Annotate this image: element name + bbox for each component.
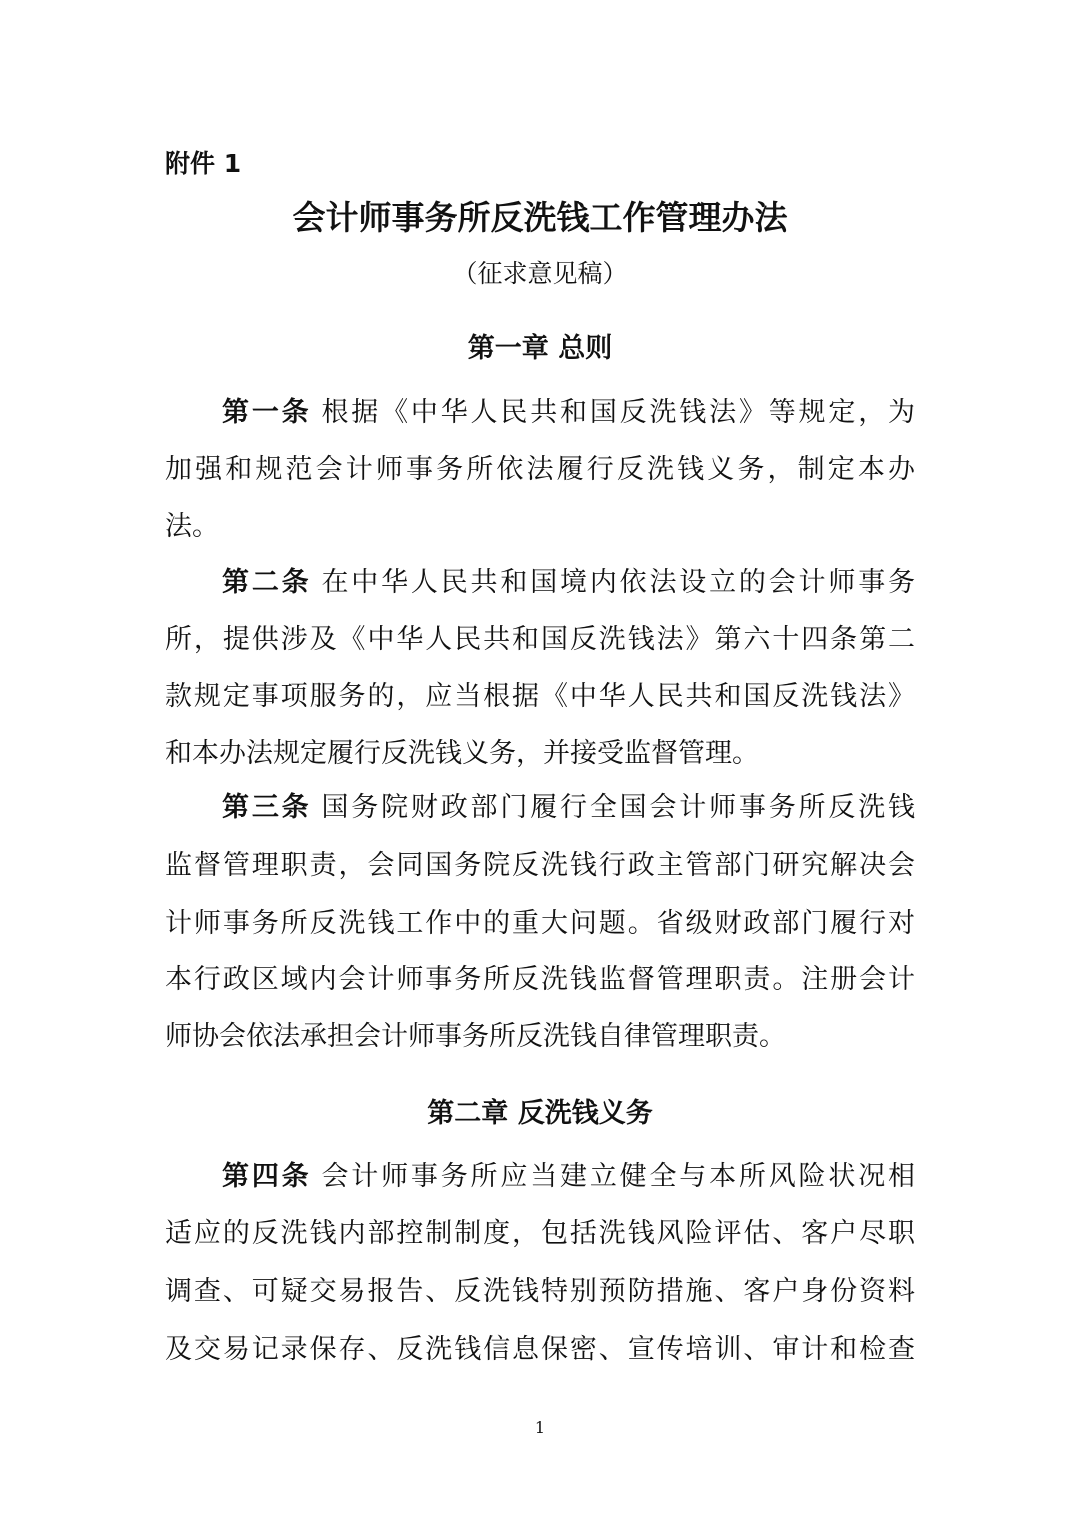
article-line bbox=[165, 680, 915, 714]
article-number: 第三条 bbox=[222, 792, 312, 823]
article-text: 监督管理职责，会同国务院反洗钱行政主管部门研究解决会 bbox=[165, 850, 915, 881]
article-text: 根据《中华人民共和国反洗钱法》等规定，为 bbox=[321, 397, 916, 428]
article-text: 会计师事务所应当建立健全与本所风险状况相 bbox=[321, 1161, 916, 1192]
article-text: 所，提供涉及《中华人民共和国反洗钱法》第六十四条第二 bbox=[165, 624, 915, 655]
article-line bbox=[165, 1217, 915, 1251]
article-line bbox=[165, 737, 915, 771]
article-text: 款规定事项服务的，应当根据《中华人民共和国反洗钱法》 bbox=[165, 681, 915, 712]
article-text: 国务院财政部门履行全国会计师事务所反洗钱 bbox=[321, 792, 916, 823]
chapter-heading: 第一章 总则 bbox=[467, 333, 613, 364]
article-line bbox=[222, 791, 915, 825]
article-line bbox=[165, 510, 915, 544]
article-number: 第二条 bbox=[222, 567, 312, 598]
article-text: 在中华人民共和国境内依法设立的会计师事务 bbox=[321, 567, 916, 598]
article-line bbox=[165, 453, 915, 487]
article-line bbox=[222, 396, 915, 430]
article-text: 适应的反洗钱内部控制制度，包括洗钱风险评估、客户尽职 bbox=[165, 1218, 915, 1249]
chapter-heading: 第二章 反洗钱义务 bbox=[427, 1098, 653, 1129]
article-text: 本行政区域内会计师事务所反洗钱监督管理职责。注册会计 bbox=[165, 964, 915, 995]
page-number: 1 bbox=[534, 1418, 546, 1437]
article-line bbox=[165, 963, 915, 997]
article-text: 师协会依法承担会计师事务所反洗钱自律管理职责。 bbox=[165, 1021, 786, 1052]
article-text: 法。 bbox=[165, 511, 219, 542]
article-number: 第一条 bbox=[222, 397, 312, 428]
article-line bbox=[165, 1275, 915, 1309]
article-line bbox=[165, 1333, 915, 1367]
document-subtitle: （征求意见稿） bbox=[452, 259, 628, 288]
article-text: 调查、可疑交易报告、反洗钱特别预防措施、客户身份资料 bbox=[165, 1276, 915, 1307]
article-text: 和本办法规定履行反洗钱义务，并接受监督管理。 bbox=[165, 738, 759, 769]
attachment-label: 附件 1 bbox=[165, 149, 242, 178]
article-number: 第四条 bbox=[222, 1161, 312, 1192]
document-title: 会计师事务所反洗钱工作管理办法 bbox=[292, 198, 788, 237]
article-line bbox=[165, 907, 915, 941]
article-text: 计师事务所反洗钱工作中的重大问题。省级财政部门履行对 bbox=[165, 908, 915, 939]
article-line bbox=[222, 566, 915, 600]
article-line bbox=[165, 623, 915, 657]
article-line bbox=[165, 1020, 915, 1054]
article-line bbox=[165, 849, 915, 883]
article-text: 加强和规范会计师事务所依法履行反洗钱义务，制定本办 bbox=[165, 454, 915, 485]
article-line bbox=[222, 1160, 915, 1194]
article-text: 及交易记录保存、反洗钱信息保密、宣传培训、审计和检查 bbox=[165, 1334, 915, 1365]
